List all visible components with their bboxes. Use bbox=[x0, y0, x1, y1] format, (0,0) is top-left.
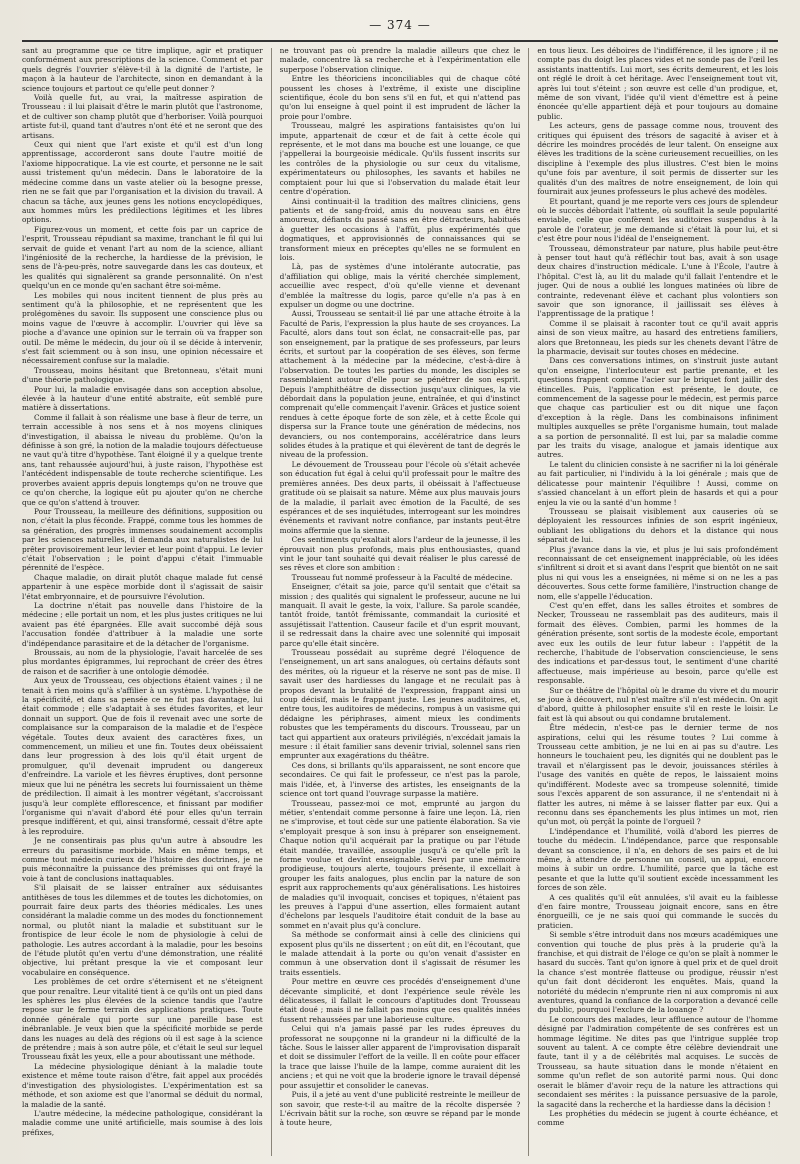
paragraph: Celui qui n'a jamais passé par les rudes épreuves du professorat ne soupçonne ni la grandeur ni la difficulté de la tâche. Sous le laisser aller apparent de l'improvisation disparaît et doit se dissimuler l'effort de la veille. Il en coûte pour effacer la trace que laisse l'huile de la lampe, comme auraient dit les anciens ; et qui ne voit que la broderie ignore le travail dépensé pour assujettir et consolider le canevas. bbox=[279, 1024, 521, 1090]
paragraph: L'indépendance et l'humilité, voilà d'abord les pierres de touche du médecin. L'indépendance, parce que responsable devant sa conscience, il n'a, en dehors de ses pairs et de lui même, à attendre de personne un conseil, un appui, encore moins à subir un ordre. L'humilité, parce que la tâche est pesante et que la lutte qu'il soutient excède incessamment les forces de son zèle. bbox=[537, 826, 778, 893]
paragraph: Le dévouement de Trousseau pour l'école où s'était achevée son éducation fut égal à celui qu'il professait pour le maître des premières années. Des deux parts, il obéissait à l'affectueuse gratitude où se plaisait sa nature. Même aux plus mauvais jours de la maladie, il parlait avec émotion de la Faculté, de ses espérances et de ses inquiétudes, interrogeant sur les moindres événements et ravivant notre confiance, par instants peut-être moins affermie que la sienne. bbox=[279, 459, 521, 535]
paragraph: Trousseau, moins hésitant que Bretonneau, s'était muni d'une théorie pathologique. bbox=[22, 365, 263, 385]
paragraph: Ces sentiments qu'exaltait alors l'ardeur de la jeunesse, il les éprouvait non plus profonds, mais plus enthousiastes, quand vint le jour tant souhaité qui devait réaliser le plus caressé de ses rêves et clore son ambition : bbox=[279, 535, 521, 573]
paragraph: Trousseau, passez-moi ce mot, emprunté au jargon du métier, s'entendait comme personne à faire une leçon. Là, rien ne s'improvise, et tout cède sur une patiente élaboration. Sa vie s'employait presque à son insu à préparer son enseignement. Chaque notion qu'il acquérait par la pratique ou par l'étude était mandée, travaillée, assouplie jusqu'à ce qu'elle prît la forme voulue et devînt enseignable. Servi par une mémoire prodigieuse, toujours alerte, toujours présente, il excellait à grouper les faits analogues, plus enclin par la nature de son esprit aux rapprochements qu'aux généralisations. Les histoires de maladies qu'il invoquait, concises et topiques, n'étaient pas les preuves à l'appui d'une assertion, elles formaient autant d'échelons par lesquels l'auditoire était conduit de la base au sommet en n'avait plus qu'à conclure. bbox=[279, 798, 521, 930]
paragraph: Le talent du clinicien consiste à ne sacrifier ni la loi générale au fait particulier, ni l'individu à la loi générale ; mais que de délicatesse pour maintenir l'équilibre ! Aussi, comme on s'assied chancelant à un effort plein de hasards et qui a pour enjeu la vie ou la santé d'un homme ! bbox=[537, 459, 778, 507]
paragraph: Ainsi continuait-il la tradition des maîtres cliniciens, gens patients et de sang-froid, amis du nouveau sans en être amoureux, défiants du passé sans en être détracteurs, habitués à guetter les occasions à l'affût, plus expérimentés que dogmatiques, et approvisionnés de connaissances qui se transforment mieux en préceptes qu'elles ne se formulent en lois. bbox=[279, 196, 521, 262]
page-header bbox=[22, 14, 778, 36]
paragraph: Voilà quelle fut, au vrai, la maîtresse aspiration de Trousseau : il lui plaisait d'être le marin plutôt que l'astronome, et de cultiver son champ plutôt que d'herboriser. Voilà pourquoi artiste fut-il, quand tant d'autres n'ont été et ne seront que des artisans. bbox=[22, 93, 263, 140]
paragraph: Trousseau, démonstrateur par nature, plus habile peut-être à penser tout haut qu'à réfléchir tout bas, avait à son usage deux chaires d'instruction médicale. L'une à l'École, l'autre à l'hôpital. C'est là, au lit du malade qu'il fallait l'entendre et le juger. Qui de nous a oublié les longues matinées où libre de contrainte, redevenant élève et cachant plus volontiers son savoir que son ignorance, il jaillissait ses élèves à l'apprentissage de la pratique ! bbox=[537, 243, 778, 319]
paragraph: Chaque maladie, on dirait plutôt chaque malade fut censé appartenir à une espèce morbide dont il s'agissait de saisir l'état embryonnaire, et de poursuivre l'évolution. bbox=[22, 572, 263, 601]
column-divider bbox=[271, 48, 272, 1156]
paragraph: Comme il fallait à son réalisme une base à fleur de terre, un terrain accessible à nos sens et à nos moyens cliniques d'investigation, il abaissa le niveau du problème. Qu'on la définisse à son gré, la notion de la maladie toujours défectueuse ne vaut qu'à titre d'hypothèse. Tant éloigné il y a quelque trente ans, tant rehaussée aujourd'hui, à juste raison, l'hypothèse est l'antécédent indispensable de toute recherche scientifique. Les proverbes avaient appris depuis longtemps qu'on ne trouve que ce qu'on cherche, la logique eût pu ajouter qu'on ne cherche que ce qu'on s'attend à trouver. bbox=[22, 412, 263, 507]
paragraph: sant au programme que ce titre implique, agir et pratiquer conformément aux prescriptions de la science. Comment et par quels degrés l'ouvrier s'élève-t-il à la dignité de l'artiste, le maçon à la hauteur de l'architecte, sinon en demandant à la science toujours et partout ce qu'elle peut donner ? bbox=[22, 46, 263, 93]
paragraph: Broussais, au nom de la physiologie, l'avait harcelée de ses plus mordantes épigrammes, lui reprochant de créer des êtres de raison et de sacrifier à une ontologie démodée. bbox=[22, 648, 263, 676]
paragraph: Les mobiles qui nous incitent tiennent de plus près au sentiment qu'à la philosophie, et ne représentent que les prolégomènes du savoir. Ils supposent une conscience plus ou moins vague de l'œuvre à accomplir. L'ouvrier qui lève sa pioche a d'avance une opinion sur le terrain où va frapper son outil. De même le médecin, du jour où il se décide à intervenir, s'est fait sciemment ou à son insu, une opinion nécessaire et nécessairement confuse sur la maladie. bbox=[22, 290, 263, 366]
column-divider bbox=[528, 48, 529, 1156]
paragraph: Trousseau fut nommé professeur à la Faculté de médecine. bbox=[291, 572, 513, 582]
paragraph: Dans ces conversations intimes, on s'instruit juste autant qu'on enseigne, l'interlocuteur est partie prenante, et les questions frappent comme l'acier sur le briquet font jaillir des étincelles. Puis, l'application est présente, le doute, ce commencement de la sagesse pour le médecin, est permis parce que chaque cas particulier est ou dit nique une façon d'exception à la règle. Dans les combinaisons infiniment multiples auxquelles se prête l'organisme humain, tout malade a sa portion de personnalité. Il est lui, par sa maladie comme par les traits du visage, analogue et jamais identique aux autres. bbox=[537, 356, 778, 460]
paragraph: Trousseau possédait au suprême degré l'éloquence de l'enseignement, un art sans analogues, où certains défauts sont des mérites, où la rigueur et la réserve ne sont pas de mise. Il savait user des hardiesses du langage et ne reculait pas à propos devant la brutalité de l'expression, frappant ainsi un coup décisif, mais le frappant juste. Les jeunes auditoires, et, entre tous, les auditoires de médecins, rompus à un vasisme qui dédaigne les périphrases, aiment mieux les condiments robustes que les tempéraments du discours. Trousseau, par un tact qui appartient aux orateurs privilégiés, n'excédait jamais la mesure : il était familier sans devenir trivial, solennel sans rien emprunter aux exagérations du théâtre. bbox=[279, 648, 521, 761]
paragraph: Enseigner, c'était sa joie, parce qu'il sentait que c'était sa mission ; des qualités qui signalent le professeur, aucune ne lui manquait. Il avait le geste, la voix, l'allure. Sa parole scandée, tantôt froide, tantôt frémissante, commandait la curiosité et assujétissait l'attention. Causeur facile et d'un esprit mouvant, il se redressait dans la chaire avec une solennité qui imposait parce qu'elle était sincère. bbox=[279, 582, 521, 648]
page-number: — 374 — bbox=[369, 18, 431, 32]
paragraph: Ceux qui nient que l'art existe et qu'il est d'un long apprentissage, accorderont sans doute l'autre moitié de l'axiome hippocratique. La vie est courte, et personne ne le sait aussi tristement qu'un médecin. Dans le laboratoire de la médecine comme dans un vaste atelier où la besogne presse, rien ne se fait que par l'organisation et la division du travail. A chacun sa tâche, aux jeunes gens les notions encyclopédiques, aux hommes mûrs les prédilections légitimes et les libres options. bbox=[22, 140, 263, 225]
text-column-left bbox=[22, 46, 263, 1156]
paragraph: Entre les théoriciens inconciliables qui de chaque côté poussent les choses à l'extrême, il existe une discipline scientifique, école du bon sens s'il en fut, et qui n'attend pas qu'on lui enseigne à quel point il est imprudent de lâcher la proie pour l'ombre. bbox=[279, 74, 521, 121]
paragraph: Pour lui, la maladie envisagée dans son acception absolue, élevée à la hauteur d'une entité abstraite, eût semblé pure matière à dissertations. bbox=[22, 384, 263, 413]
paragraph: Trousseau se plaisait visiblement aux causeries où se déployaient les ressources infinies de son esprit ingénieux, oubliant les obligations du dehors et la distance qui nous séparait de lui. bbox=[537, 506, 778, 545]
paragraph: Si semble s'être introduit dans nos mœurs académiques une convention qui touche de plus près à la pruderie qu'à la franchise, et qui distrait de l'éloge ce qu'on se plaît à nommer le hasard du succès. Tant qu'on ignore à quel prix et de quel droit la chance s'est montrée flatteuse ou prodigue, réussir n'est qu'un fait dont décideront les enquêtes. Mais, quand la notoriété du médecin n'emprunte rien ni aux compromis ni aux aventures, quand la confiance de la corporation a devancé celle du public, pourquoi l'exclure de la louange ? bbox=[537, 930, 778, 1015]
paragraph: C'est qu'en effet, dans les salles étroites et sombres de Necker, Trousseau ne rassemblait pas des auditeurs, mais il formait des élèves. Combien, parmi les hommes de la génération présente, sont sortis de la modeste école, emportant avec eux les outils de leur futur labeur : l'appétit de la recherche, l'habitude de l'observation consciencieuse, le sens des indications et par-dessus tout, le sentiment d'une charité affectueuse, mais impérieuse au besoin, parce qu'elle est responsable. bbox=[537, 600, 778, 686]
paragraph: Pour Trousseau, la meilleure des définitions, supposition ou non, c'était la plus féconde. Frappé, comme tous les hommes de sa génération, des progrès immenses soudainement accomplis par les sciences naturelles, il demanda aux naturalistes de lui prêter provisoirement leur levier et leur point d'appui. Le levier c'était l'observation ; le point d'appui c'était l'immuable pérennité de l'espèce. bbox=[22, 506, 263, 573]
text-column-right bbox=[537, 46, 778, 1156]
paragraph: Comme il se plaisait à raconter tout ce qu'il avait appris ainsi de son vieux maître, au hasard des entretiens familiers, alors que Bretonneau, les pieds sur les chenets devant l'âtre de la pharmacie, devisait sur toutes choses en médecine. bbox=[537, 318, 778, 356]
paragraph: Et pourtant, quand je me reporte vers ces jours de splendeur où le succès débordait l'attente, où soufflait la seule popularité enviable, celle que confèrent les auditoires suspendus à la parole de l'orateur, je me demande si c'était là pour lui, et si c'est être pour nous l'idéal de l'enseignement. bbox=[537, 196, 778, 244]
header-rule bbox=[22, 40, 778, 42]
paragraph: L'autre médecine, la médecine pathologique, considérant la maladie comme une unité artificielle, mais soumise à des lois préfixes, bbox=[22, 1108, 263, 1137]
paragraph: Sur ce théâtre de l'hôpital où le drame du vivre et du mourir se joue à découvert, nul n'est maître s'il n'est médecin. On agit d'abord, quitte à philosopher ensuite s'il en reste le loisir. Le fait est là qui absout ou qui condamne brutalement. bbox=[537, 685, 778, 723]
paragraph: Aux yeux de Trousseau, ces objections étaient vaines ; il ne tenait à rien moins qu'à s'affilier à un système. L'hypothèse de la spécificité, et dans sa pensée ce ne fut pas davantage, lui était commode ; elle s'adaptait à ses études favorites, et leur donnait un support. Que de fois il revenait avec une sorte de complaisance sur la comparaison de la maladie et de l'espèce végétale. Toutes deux avaient des caractères fixes, un commencement, un milieu et une fin. Toutes deux obéissaient dans leur progression à des lois qu'il était urgent de promulguer, qu'il devenait imprudent ou dangereux d'enfreindre. La variole et les fièvres éruptives, dont personne mieux que lui ne pénétra les secrets lui fournissaient un thème de prédilection. Il aimait à les montrer végétant, s'accroissant jusqu'à leur complète efflorescence, et finissant par modifier l'organisme qui n'avait d'abord été pour elles qu'un terrain presque indifférent, et qui, ainsi transformé, cessait d'être apte à les reproduire. bbox=[22, 676, 263, 836]
paragraph: Trousseau, malgré les aspirations fantaisistes qu'on lui impute, appartenait de cœur et de fait à cette école qui représente, et le mot dans ma bouche est une louange, ce que j'appellerai la bourgeoisie médicale. Qu'ils fussent inscrits sur les contrôles de la physiologie ou sur ceux du vitalisme, expérimentateurs ou philosophes, les savants et habiles ne comptaient pour lui que si l'observation du malade était leur centre d'opération. bbox=[279, 121, 521, 197]
paragraph: Être médecin, n'est-ce pas le dernier terme de nos aspirations, celui qui les résume toutes ? Lui comme à Trousseau cette ambition, je ne lui en ai pas su d'autre. Les honneurs le touchaient peu, les dignités qui ne doublent pas le travail et n'élargissent pas le devoir, jouissances stériles à l'usage des vanités en quête de repos, le laissaient moins qu'indifférent. Modeste avec sa trompeuse solennité, timide sous l'excès apparent de son assurance, il ne s'entendait ni à flatter les autres, ni même à se laisser flatter par eux. Qui a reconnu dans ses épanchements les plus intimes un mot, rien qu'un mot, où perçât la pointe de l'orgueil ? bbox=[537, 723, 778, 827]
paragraph: La médecine physiologique déniant à la maladie toute existence et même toute raison d'être, fait appel aux procédés d'investigation des physiologistes. L'expérimentation est sa méthode, et son axiome est que l'anormal se déduit du normal, la maladie de la santé. bbox=[22, 1061, 263, 1109]
paragraph: La doctrine n'était pas nouvelle dans l'histoire de la médecine ; elle portait un nom, et les plus justes critiques ne lui avaient pas été épargnées. Elle avait succombé déjà sous l'accusation fondée d'attribuer à la maladie une sorte d'indépendance parasitaire et de la détacher de l'organisme. bbox=[22, 600, 263, 648]
text-columns bbox=[22, 46, 778, 1156]
paragraph: Là, pas de systèmes d'une intolérante autocratie, pas d'affiliation qui oblige, mais la vérité cherchée simplement, accueillie avec respect, d'où qu'elle vienne et devenant d'emblée la maîtresse du logis, parce qu'elle n'a pas à en expulser un dogme ou une doctrine. bbox=[279, 262, 521, 309]
paragraph: Les problèmes de cet ordre s'éternisent et ne s'éteignent que pour renaître. Leur vitalité tient à ce qu'ils ont un pied dans les sphères les plus élevées de la science tandis que l'autre repose sur le ferme terrain des applications pratiques. Toute donnée générale qui porte sur une pareille base est inébranlable. Je veux bien que la spécificité morbide se perde dans les nuages au delà des régions où il est sage à la science de prétendre ; mais à son autre pôle, et c'était le seul sur lequel Trousseau fixât les yeux, elle a pour aboutissant une méthode. bbox=[22, 977, 263, 1062]
paragraph: A ces qualités qu'il eût annulées, s'il avait eu la faiblesse d'en faire montre, Trousseau joignait encore, sans en être énorgueilli, ce je ne sais quoi qui commande le succès du praticien. bbox=[537, 892, 778, 930]
paragraph: Je ne consentirais pas plus qu'un autre à absoudre les erreurs du parasitisme morbide. Mais en même temps, et comme tout médecin curieux de l'histoire des doctrines, je ne puis méconnaître la puissance des prémisses qui ont frayé la voie à tant de conclusions inattaquables. bbox=[22, 836, 263, 883]
text-column-middle bbox=[280, 46, 521, 1156]
paragraph: Pour mettre en œuvre ces procédés d'enseignement d'une décevante simplicité, et dont l'expérience seule révèle les délicatesses, il fallait le concours d'aptitudes dont Trousseau était doué ; mais il ne fallait pas moins que ces qualités innées fussent rehaussées par une laborieuse culture. bbox=[279, 977, 521, 1024]
paragraph: Aussi, Trousseau se sentait-il lié par une attache étroite à la Faculté de Paris, l'expression la plus haute de ses croyances. La Faculté, alors dans tout son éclat, ne consacrait-elle pas, par son enseignement, par la pratique de ses professeurs, par leurs écrits, et surtout par la coopération de ses élèves, son ferme attachement à la médecine par la médecine, c'est-à-dire à l'observation. De toutes les parties du monde, les disciples se rassemblaient autour d'elle pour se pénétrer de son esprit. Depuis l'amphithéâtre de dissection jusqu'aux cliniques, la vie débordait dans la population jeune, entraînée, et qui d'instinct comprenait qu'elle commençait l'avenir. Grâces et justice soient rendues à cette époque forte de son zèle, et à cette École qui dispersa sur la France toute une génération de médecins, nos devanciers, ou nos contemporains, accélératrice dans leurs solides études à la pratique et qui élevèrent de tant de degrés le niveau de la profession. bbox=[279, 309, 521, 460]
paragraph: Les acteurs, gens de passage comme nous, trouvent des critiques qui épuisent des trésors de sagacité à aviser et à décrire les moindres procédés de leur talent. On enseigne aux élèves les traditions de la scène curieusement recueillies, on les discipline à l'exemple des plus illustres. C'est bien le moins qu'une fois par aventure, il soit permis de disserter sur les qualités d'un des maîtres de notre enseignement, de loin qui fournirait aux jeunes professeurs le plus achevé des modèles. bbox=[537, 121, 778, 197]
paragraph: Sa méthode se conformait ainsi à celle des cliniciens qui exposent plus qu'ils ne dissertent ; on eût dit, en l'écoutant, que le malade attendait à la porte ou qu'on venait d'assister en commun à une observation dont il s'agissait de résumer les traits essentiels. bbox=[279, 930, 521, 977]
paragraph: S'il plaisait de se laisser entraîner aux séduisantes antithèses de tous les dilemmes et de toutes les dichotomies, on pourrait faire deux parts des théories médicales. Les unes considérant la maladie comme un des modes du fonctionnement normal, ou plutôt niant la maladie et substituant sur le frontispice de leur école le nom de physiologie à celui de pathologie. Les autres accordant à la maladie, pour les besoins de l'étude plutôt qu'en vertu d'une démonstration, une réalité objective, lui prêtant presque la vie et composant leur vocabulaire en conséquence. bbox=[22, 883, 263, 977]
paragraph: Le concours des malades, leur affluence autour de l'homme désigné par l'admiration compétente de ses confrères est un hommage légitime. Ne dites pas que l'intrigue supplée trop souvent au talent. A ce compte être célèbre deviendrait une faute, tant il y a de célébrités mal acquises. Le succès de Trousseau, sa haute situation dans le monde n'étaient en somme qu'un reflet de son autorité parmi nous. Qui donc oserait le blâmer d'avoir reçu de la nature les attractions qui secondaient ses mérites : la puissance persuasive de la parole, la sagacité dans la recherche et la hardiesse dans la décision ! bbox=[537, 1014, 778, 1109]
paragraph: Puis, il a jeté au vent d'une publicité restreinte le meilleur de son savoir, que reste-t-il au maître de la récolte dispersée ? L'écrivain bâtit sur la roche, son œuvre se répand par le monde à toute heure, bbox=[279, 1090, 521, 1128]
paragraph: Plus j'avance dans la vie, et plus je lui sais profondément reconnaissant de cet enseignement inappréciable, où les idées s'infiltrent si droit et si avant dans l'esprit que bientôt on ne sait plus ni qui vous les a enseignées, ni même si on ne les a pas découvertes. Sous cette forme familière, l'instruction change de nom, elle s'appelle l'éducation. bbox=[537, 544, 778, 601]
paragraph: en tous lieux. Les déboires de l'indifférence, il les ignore ; il ne compte pas du doigt les places vides et ne sonde pas de l'œil les assistants inattentifs. Lui mort, ses écrits demeurent, et les lois ont réglé le droit à cet héritage. Avec l'enseignement tout vit, après lui tout s'éteint ; son œuvre est celle d'un prodigue, et, même de son vivant, l'idée qu'il vient d'émettre est à peine énoncée qu'elle appartient déjà et pour toujours au domaine public. bbox=[537, 46, 778, 121]
paragraph: ne trouvant pas où prendre la maladie ailleurs que chez le malade, concentre là sa recherche et à l'expérimentation elle superpose l'observation clinique. bbox=[279, 46, 521, 74]
paragraph: Ces dons, si brillants qu'ils apparaissent, ne sont encore que secondaires. Ce qui fait le professeur, ce n'est pas la parole, mais l'idée, et, à l'inverse des artistes, les enseignants de la science ont tort quand l'ouvrage surpasse la matière. bbox=[279, 760, 521, 799]
paragraph: Les prophéties du médecin se jugent à courte échéance, et comme bbox=[537, 1108, 778, 1128]
paragraph: Figurez-vous un moment, et cette fois par un caprice de l'esprit, Trousseau répudiant sa maxime, tranchant le fil qui lui servait de guide et venant l'art au nom de la science, alliant l'ingéniosité de la recherche, la hardiesse de la prévision, le sens de l'à-peu-près, notre sauvegarde dans les cas douteux, et les qualités qui signalèrent sa grande personnalité. On n'est quelqu'un en ce monde qu'en sachant être soi-même. bbox=[22, 224, 263, 291]
